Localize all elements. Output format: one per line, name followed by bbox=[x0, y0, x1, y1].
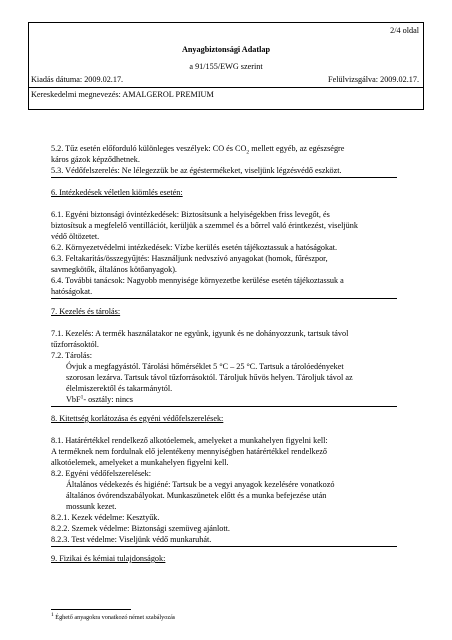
document-title: Anyagbiztonsági Adatlap bbox=[181, 45, 271, 54]
hygiene-line-3: mossunk kezet. bbox=[66, 502, 117, 511]
para-6-3: 6.3. Feltakarítás/összegyűjtés: Használjunk nedvszívó anyagokat (homok, fűrészpor, bbox=[51, 254, 328, 263]
para-5-3: 5.3. Védőfelszerelés: Ne lélegezzük be az égéstermékeket, viseljünk légzésvédő eszközt. bbox=[51, 166, 342, 175]
para-5-2: 5.2. Tűz esetén előforduló különleges veszélyek: CO és $CO_2$ mellett egyéb, az egészségre bbox=[51, 144, 345, 156]
section-8-title: 8. Kitettség korlátozása és egyéni védőfelszerelések: bbox=[51, 414, 224, 423]
para-5-2-cont: káros gázok képződhetnek. bbox=[51, 155, 140, 164]
revision-date: Felülvizsgálva: 2009.02.17. bbox=[328, 75, 419, 84]
header-divider bbox=[29, 87, 423, 88]
para-8-2-3: 8.2.3. Test védelme: Viseljünk védő munkaruhát. bbox=[51, 535, 212, 544]
hygiene-line-1: Általános védekezés és higiéné: Tartsuk be a vegyi anyagok kezelésére vonatkozó bbox=[66, 480, 335, 489]
section-6-title: 6. Intézkedések véletlen kiömlés esetén: bbox=[51, 188, 183, 197]
para-6-2: 6.2. Környezetvédelmi intézkedések: Vízbe kerülés esetén tájékoztassuk a hatóságokat. bbox=[51, 243, 338, 252]
para-7-1-cont: tűzforrásoktól. bbox=[51, 340, 99, 349]
issue-date: Kiadás dátuma: 2009.02.17. bbox=[31, 75, 124, 84]
section-divider bbox=[51, 298, 397, 299]
section-divider bbox=[51, 546, 397, 547]
section-divider bbox=[51, 406, 397, 407]
para-6-3-cont: savmegkötők, általános kötőanyagok). bbox=[51, 265, 177, 274]
para-8-1: 8.1. Határértékkel rendelkező alkotóelemek, amelyeket a munkahelyen figyelni kell: bbox=[51, 436, 328, 445]
para-8-2-1: 8.2.1. Kezek védelme: Kesztyűk. bbox=[51, 513, 160, 522]
para-6-4-cont: hatóságokat. bbox=[51, 287, 93, 296]
footnote-rule bbox=[51, 609, 131, 610]
trade-name: Kereskedelmi megnevezés: AMALGEROL PREMIUM bbox=[31, 90, 214, 99]
page-number: 2/4 oldal bbox=[390, 26, 419, 35]
storage-line-2: szorosan lezárva. Tartsuk távol tűzforrásoktól. Tároljuk hűvös helyen. Tároljuk távol az bbox=[66, 373, 353, 382]
section-divider bbox=[51, 177, 397, 178]
para-7-1: 7.1. Kezelés: A termék használatakor ne együnk, igyunk és ne dohányozzunk, tartsuk távol bbox=[51, 329, 349, 338]
header-box bbox=[28, 22, 424, 110]
storage-line-3: élelmiszerektől és takarmánytól. bbox=[66, 384, 173, 393]
para-6-1-cont: biztosítsuk a megfelelő ventillációt, kerüljük a szemmel és a bőrrel való érintkezést, viseljünk bbox=[51, 221, 358, 230]
section-9-title: 9. Fizikai és kémiai tulajdonságok: bbox=[51, 554, 166, 563]
para-8-2-2: 8.2.2. Szemek védelme: Biztonsági szemüveg ajánlott. bbox=[51, 524, 230, 533]
para-6-1-cont2: védő öltözetet. bbox=[51, 232, 100, 241]
para-8-2: 8.2. Egyéni védőfelszerelések: bbox=[51, 469, 152, 478]
para-8-1-text-cont: alkotóelemek, amelyeket a munkahelyen figyelni kell. bbox=[51, 458, 229, 467]
regulation-reference: a 91/155/EWG szerint bbox=[189, 62, 263, 71]
para-6-1: 6.1. Egyéni biztonsági óvintézkedések: Biztosítsunk a helyiségekben friss levegőt, és bbox=[51, 210, 330, 219]
footnote: $^1$ Éghető anyagokra vonatkozó német szabályozás bbox=[51, 611, 176, 621]
section-7-title: 7. Kezelés és tárolás: bbox=[51, 307, 121, 316]
para-8-1-text: A terméknek nem fordulnak elő jelentékeny mennyiségben határértékkel rendelkező bbox=[51, 447, 327, 456]
hygiene-line-2: általános óvórendszabályokat. Munkaszünetek előtt és a munka befejezése után bbox=[66, 491, 327, 500]
para-6-4: 6.4. További tanácsok: Nagyobb mennyisége környezetbe kerülése esetén tájékoztassuk a bbox=[51, 276, 344, 285]
vbf-class: VbF$^1$- osztály: nincs bbox=[66, 394, 133, 404]
para-7-2: 7.2. Tárolás: bbox=[51, 351, 93, 360]
storage-line-1: Óvjuk a megfagyástól. Tárolási hőmérséklet 5 °C – 25 °C. Tartsuk a tárolóedényeket bbox=[66, 362, 344, 371]
